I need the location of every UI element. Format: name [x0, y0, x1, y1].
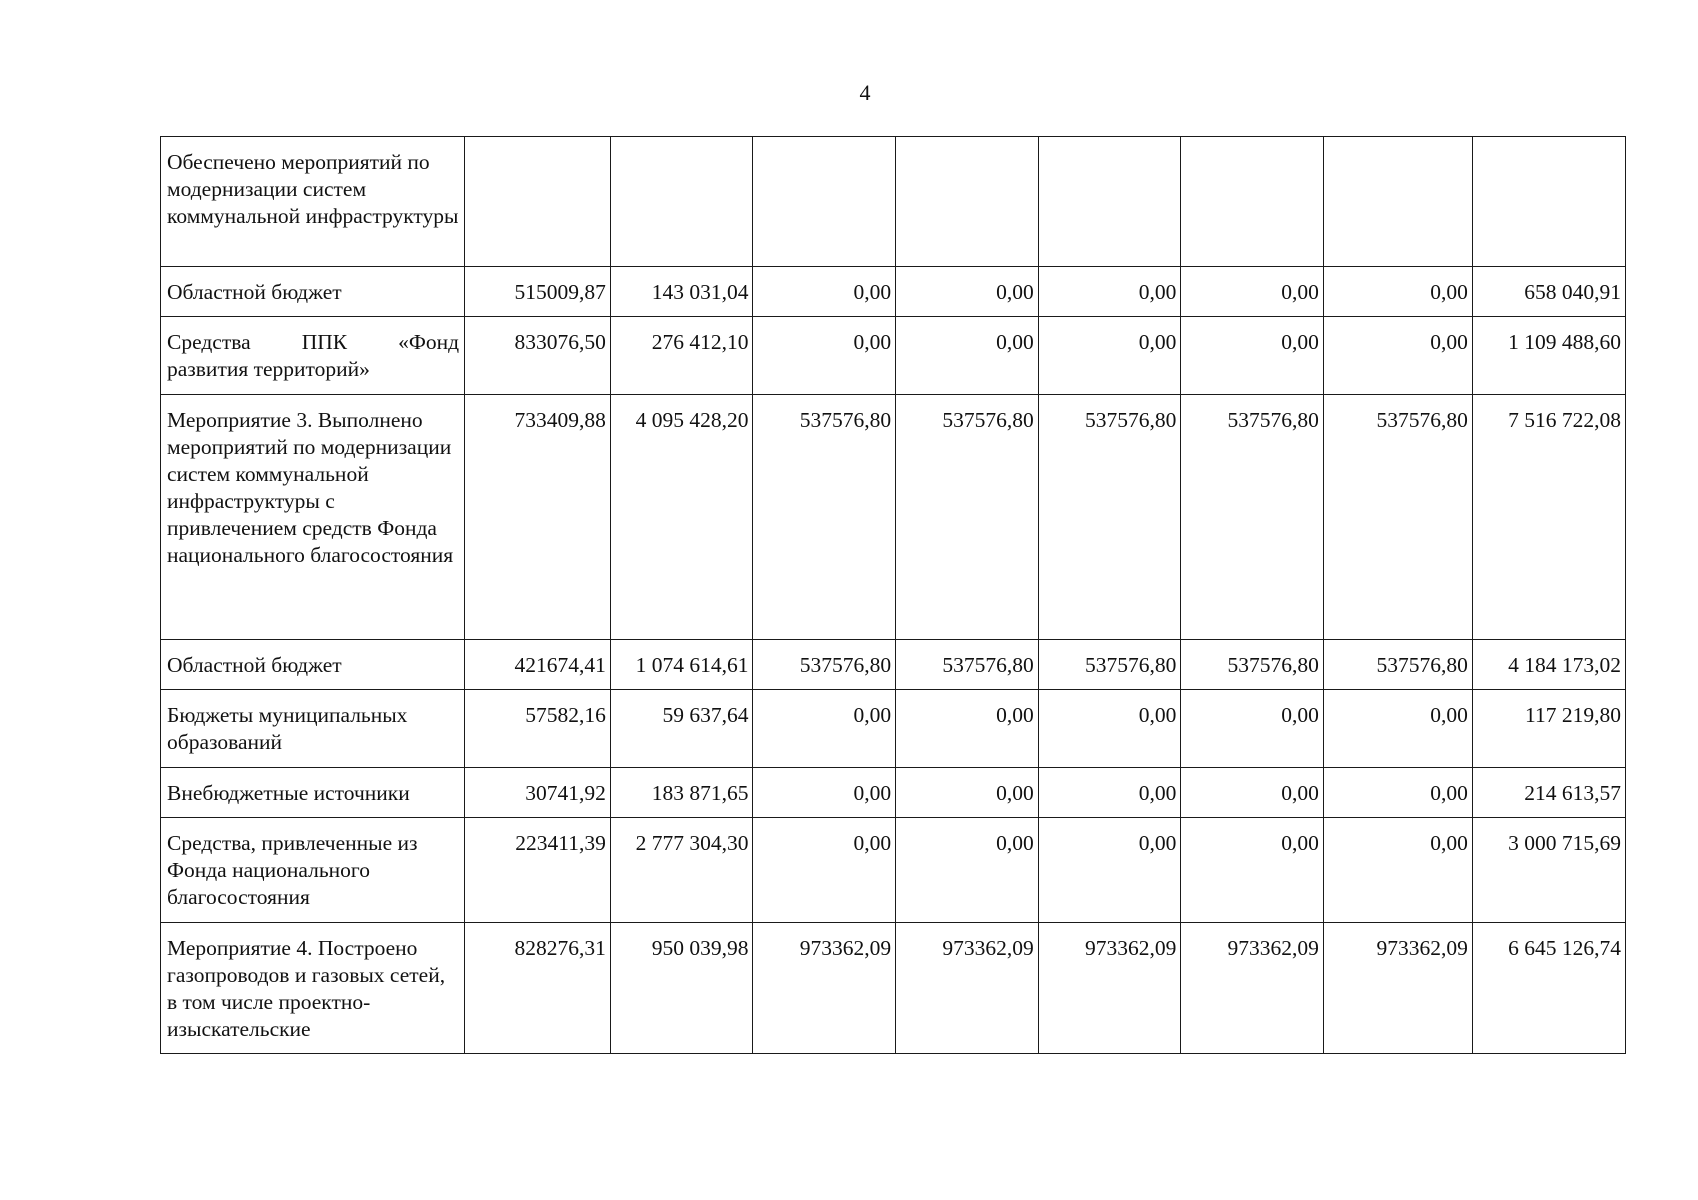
- value-cell: 0,00: [896, 317, 1039, 395]
- value-cell: 537576,80: [753, 395, 896, 640]
- page-number: 4: [859, 80, 871, 105]
- value-cell: 515009,87: [465, 267, 611, 317]
- value-cell: 0,00: [1038, 818, 1181, 923]
- total-cell: 6 645 126,74: [1472, 923, 1625, 1054]
- value-cell: 973362,09: [896, 923, 1039, 1054]
- value-cell: 0,00: [1181, 768, 1324, 818]
- value-cell: 143 031,04: [610, 267, 753, 317]
- value-cell: 537576,80: [1323, 640, 1472, 690]
- value-cell: 537576,80: [896, 640, 1039, 690]
- row-label-second-line: развития территорий»: [167, 357, 370, 381]
- total-cell: 214 613,57: [1472, 768, 1625, 818]
- total-cell: 7 516 722,08: [1472, 395, 1625, 640]
- value-cell: [753, 137, 896, 267]
- value-cell: 0,00: [753, 818, 896, 923]
- value-cell: 973362,09: [753, 923, 896, 1054]
- row-label: [161, 317, 465, 395]
- table-row: [161, 818, 1626, 923]
- total-cell: 658 040,91: [1472, 267, 1625, 317]
- value-cell: 0,00: [1323, 818, 1472, 923]
- value-cell: 276 412,10: [610, 317, 753, 395]
- value-cell: [1181, 137, 1324, 267]
- value-cell: 0,00: [753, 317, 896, 395]
- value-cell: 57582,16: [465, 690, 611, 768]
- value-cell: 59 637,64: [610, 690, 753, 768]
- total-cell: 3 000 715,69: [1472, 818, 1625, 923]
- value-cell: 421674,41: [465, 640, 611, 690]
- value-cell: 537576,80: [1038, 640, 1181, 690]
- table-row: [161, 137, 1626, 267]
- table-row: [161, 395, 1626, 640]
- value-cell: 0,00: [753, 768, 896, 818]
- row-label: Внебюджетные источники: [161, 768, 465, 818]
- total-cell: 1 109 488,60: [1472, 317, 1625, 395]
- value-cell: 4 095 428,20: [610, 395, 753, 640]
- value-cell: 183 871,65: [610, 768, 753, 818]
- table-row: [161, 317, 1626, 395]
- value-cell: 537576,80: [1038, 395, 1181, 640]
- table-row: [161, 640, 1626, 690]
- value-cell: 0,00: [1038, 317, 1181, 395]
- value-cell: 0,00: [1323, 768, 1472, 818]
- value-cell: 0,00: [1181, 690, 1324, 768]
- value-cell: 0,00: [1181, 818, 1324, 923]
- value-cell: 0,00: [753, 267, 896, 317]
- table-row: [161, 690, 1626, 768]
- row-label: Мероприятие 4. Построено газопроводов и газовых сетей, в том числе проектно-изыскательские: [161, 923, 465, 1054]
- row-label: Областной бюджет: [161, 640, 465, 690]
- value-cell: 0,00: [896, 768, 1039, 818]
- value-cell: [1038, 137, 1181, 267]
- value-cell: [1323, 137, 1472, 267]
- row-label-word: ППК: [301, 330, 348, 354]
- value-cell: 973362,09: [1181, 923, 1324, 1054]
- table-row: [161, 768, 1626, 818]
- value-cell: 537576,80: [1323, 395, 1472, 640]
- value-cell: 0,00: [896, 818, 1039, 923]
- total-cell: [1472, 137, 1625, 267]
- value-cell: [896, 137, 1039, 267]
- value-cell: 0,00: [1181, 267, 1324, 317]
- value-cell: 30741,92: [465, 768, 611, 818]
- value-cell: 0,00: [896, 690, 1039, 768]
- value-cell: 950 039,98: [610, 923, 753, 1054]
- total-cell: 4 184 173,02: [1472, 640, 1625, 690]
- value-cell: 537576,80: [1181, 395, 1324, 640]
- value-cell: 0,00: [1323, 317, 1472, 395]
- value-cell: 733409,88: [465, 395, 611, 640]
- value-cell: 973362,09: [1323, 923, 1472, 1054]
- value-cell: 0,00: [753, 690, 896, 768]
- value-cell: [610, 137, 753, 267]
- value-cell: 537576,80: [896, 395, 1039, 640]
- value-cell: 0,00: [1323, 690, 1472, 768]
- value-cell: 0,00: [1038, 267, 1181, 317]
- value-cell: 1 074 614,61: [610, 640, 753, 690]
- table-row: [161, 267, 1626, 317]
- value-cell: 223411,39: [465, 818, 611, 923]
- value-cell: 2 777 304,30: [610, 818, 753, 923]
- value-cell: 537576,80: [753, 640, 896, 690]
- value-cell: 0,00: [1038, 690, 1181, 768]
- value-cell: 973362,09: [1038, 923, 1181, 1054]
- value-cell: 833076,50: [465, 317, 611, 395]
- budget-table: [160, 136, 1626, 1054]
- total-cell: 117 219,80: [1472, 690, 1625, 768]
- value-cell: 537576,80: [1181, 640, 1324, 690]
- row-label-word: «Фонд: [398, 330, 460, 354]
- table-row: [161, 923, 1626, 1054]
- value-cell: 0,00: [1323, 267, 1472, 317]
- value-cell: 0,00: [1038, 768, 1181, 818]
- row-label: Обеспечено мероприятий по модернизации систем коммунальной инфраструктуры: [161, 137, 465, 267]
- row-label: Бюджеты муниципальных образований: [161, 690, 465, 768]
- row-label: Областной бюджет: [161, 267, 465, 317]
- value-cell: 0,00: [1181, 317, 1324, 395]
- row-label-first-line: [167, 329, 459, 356]
- row-label-word: Средства: [167, 330, 251, 354]
- value-cell: 0,00: [896, 267, 1039, 317]
- row-label: Средства, привлеченные из Фонда национального благосостояния: [161, 818, 465, 923]
- value-cell: 828276,31: [465, 923, 611, 1054]
- value-cell: [465, 137, 611, 267]
- row-label: Мероприятие 3. Выполнено мероприятий по модернизации систем коммунальной инфраструктуры с привлечением средств Фонда национального благосостояния: [161, 395, 465, 640]
